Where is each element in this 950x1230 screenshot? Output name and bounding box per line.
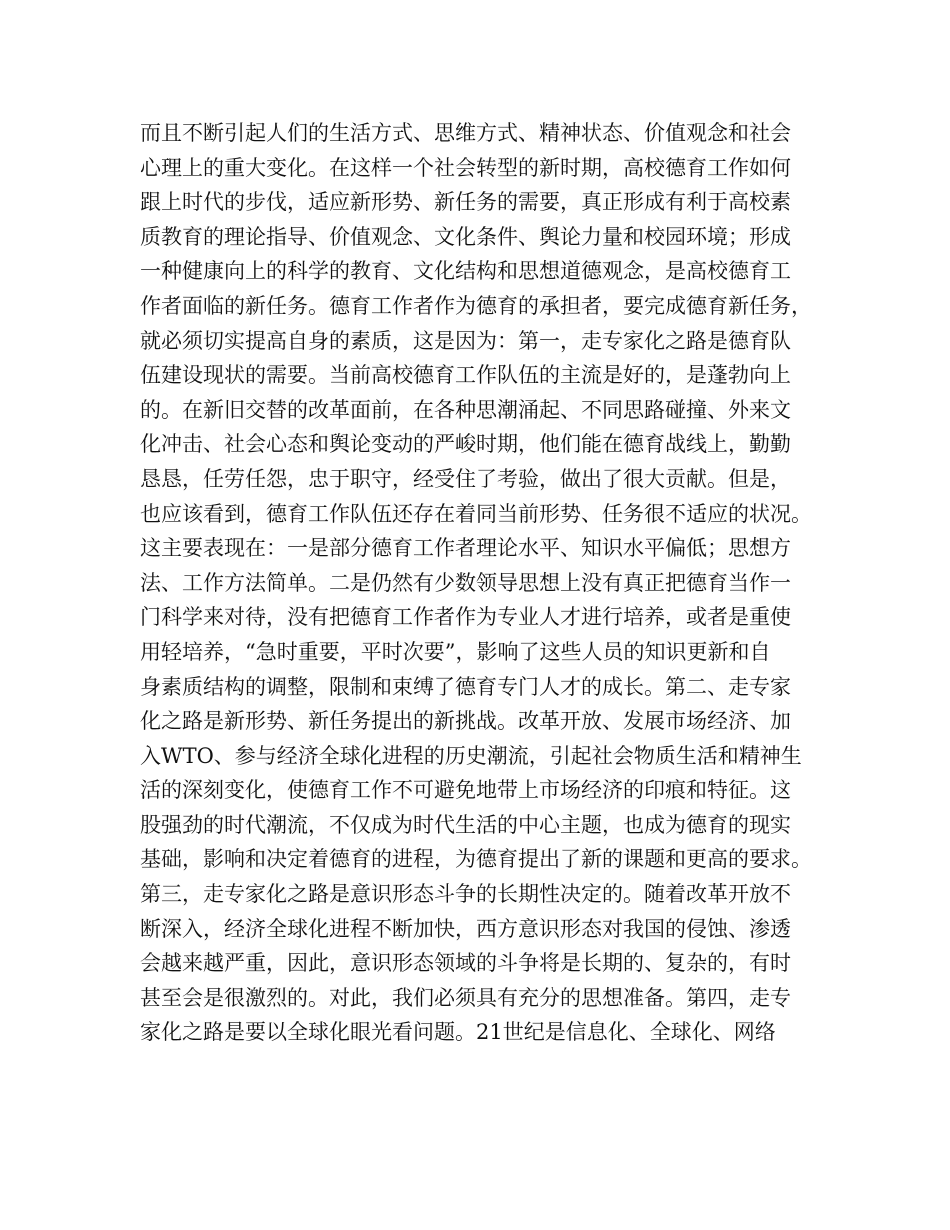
text-line: 质教育的理论指导、价值观念、文化条件、舆论力量和校园环境；形成 bbox=[140, 224, 791, 249]
text-line: 作者面临的新任务。德育工作者作为德育的承担者，要完成德育新任务， bbox=[140, 293, 812, 318]
text-line: 就必须切实提高自身的素质，这是因为：第一，走专家化之路是德育队 bbox=[140, 328, 791, 353]
text-line: 心理上的重大变化。在这样一个社会转型的新时期，高校德育工作如何 bbox=[140, 155, 791, 180]
text-line: 门科学来对待，没有把德育工作者作为专业人才进行培养，或者是重使 bbox=[140, 605, 791, 630]
text-line: 伍建设现状的需要。当前高校德育工作队伍的主流是好的，是蓬勃向上 bbox=[140, 363, 791, 388]
text-line: 用轻培养，“急时重要，平时次要”，影响了这些人员的知识更新和自 bbox=[140, 639, 771, 664]
text-line: 第三，走专家化之路是意识形态斗争的长期性决定的。随着改革开放不 bbox=[140, 882, 791, 907]
text-line: 活的深刻变化，使德育工作不可避免地带上市场经济的印痕和特征。这 bbox=[140, 778, 791, 803]
text-line: 法、工作方法简单。二是仍然有少数领导思想上没有真正把德育当作一 bbox=[140, 570, 791, 595]
text-line: 股强劲的时代潮流，不仅成为时代生活的中心主题，也成为德育的现实 bbox=[140, 812, 791, 837]
text-line: 而且不断引起人们的生活方式、思维方式、精神状态、价值观念和社会 bbox=[140, 121, 791, 145]
text-line: 一种健康向上的科学的教育、文化结构和思想道德观念，是高校德育工 bbox=[140, 259, 791, 284]
text-line: 会越来越严重，因此，意识形态领域的斗争将是长期的、复杂的，有时 bbox=[140, 951, 791, 976]
text-line: 化之路是新形势、新任务提出的新挑战。改革开放、发展市场经济、加 bbox=[140, 709, 791, 734]
text-line: 恳恳，任劳任怨，忠于职守，经受住了考验，做出了很大贡献。但是， bbox=[140, 466, 791, 491]
text-line: 基础，影响和决定着德育的进程，为德育提出了新的课题和更高的要求。 bbox=[140, 847, 812, 872]
text-line: 这主要表现在：一是部分德育工作者理论水平、知识水平偏低；思想方 bbox=[140, 536, 791, 561]
text-line: 甚至会是很激烈的。对此，我们必须具有充分的思想准备。第四，走专 bbox=[140, 985, 791, 1010]
text-line: 身素质结构的调整，限制和束缚了德育专门人才的成长。第二、走专家 bbox=[140, 674, 791, 699]
text-line: 入WTO、参与经济全球化进程的历史潮流，引起社会物质生活和精神生 bbox=[140, 743, 802, 768]
text-line: 的。在新旧交替的改革面前，在各种思潮涌起、不同思路碰撞、外来文 bbox=[140, 397, 791, 422]
text-line: 也应该看到，德育工作队伍还存在着同当前形势、任务很不适应的状况。 bbox=[140, 501, 812, 526]
text-line: 家化之路是要以全球化眼光看问题。21世纪是信息化、全球化、网络 bbox=[140, 1020, 776, 1045]
text-line: 跟上时代的步伐，适应新形势、新任务的需要，真正形成有利于高校素 bbox=[140, 190, 791, 215]
text-line: 断深入，经济全球化进程不断加快，西方意识形态对我国的侵蚀、渗透 bbox=[140, 916, 791, 941]
body-paragraph bbox=[140, 116, 820, 1050]
text-line: 化冲击、社会心态和舆论变动的严峻时期，他们能在德育战线上，勤勤 bbox=[140, 432, 791, 457]
